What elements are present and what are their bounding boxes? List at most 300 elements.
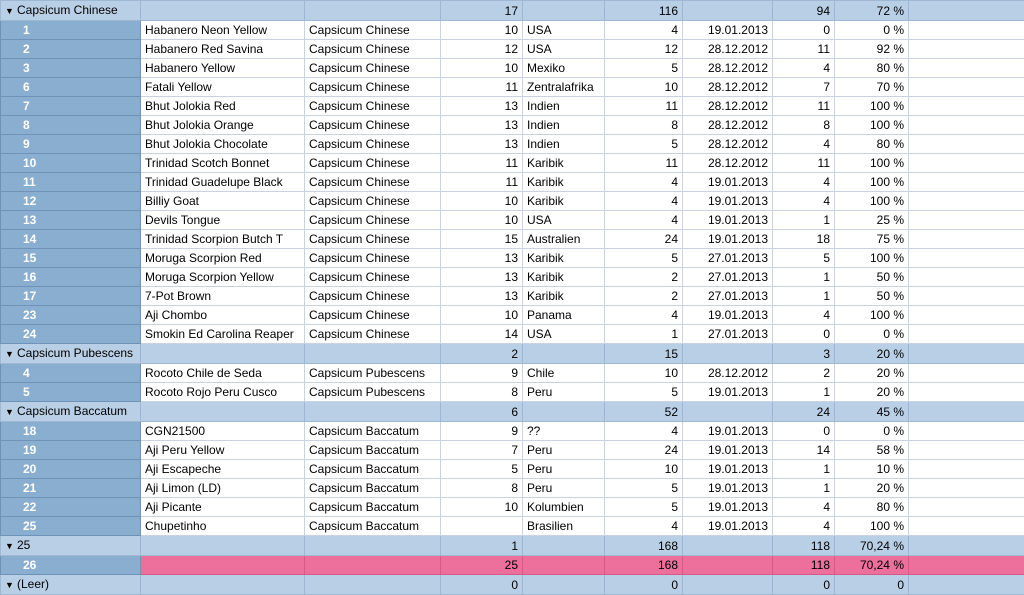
date-cell[interactable]: 27.01.2013 [683, 249, 773, 268]
row-id-cell[interactable]: 18 [1, 422, 141, 441]
germinated-cell[interactable]: 4 [773, 59, 835, 78]
species-cell[interactable]: Capsicum Chinese [305, 173, 441, 192]
date-cell[interactable]: 27.01.2013 [683, 268, 773, 287]
table-row[interactable] [1, 154, 1024, 173]
percent-cell[interactable]: 0 % [835, 325, 909, 344]
empty-cell[interactable] [909, 383, 1024, 402]
origin-cell[interactable]: USA [523, 325, 605, 344]
germinated-cell[interactable]: 1 [773, 287, 835, 306]
percent-cell[interactable]: 25 % [835, 211, 909, 230]
row-id-cell[interactable]: 15 [1, 249, 141, 268]
species-cell[interactable]: Capsicum Chinese [305, 306, 441, 325]
seeds-cell[interactable]: 10 [605, 460, 683, 479]
seeds-cell[interactable]: 4 [605, 173, 683, 192]
table-row[interactable] [1, 211, 1024, 230]
table-row[interactable] [1, 59, 1024, 78]
group-label-cell[interactable] [1, 402, 141, 422]
row-id-cell[interactable]: 4 [1, 364, 141, 383]
variety-name-cell[interactable]: Trinidad Scotch Bonnet [141, 154, 305, 173]
origin-cell[interactable]: Indien [523, 135, 605, 154]
percent-cell[interactable]: 50 % [835, 268, 909, 287]
germinated-cell[interactable]: 0 [773, 325, 835, 344]
species-cell[interactable]: Capsicum Chinese [305, 287, 441, 306]
empty-cell[interactable] [909, 78, 1024, 97]
variety-name-cell[interactable]: Bhut Jolokia Orange [141, 116, 305, 135]
seeds-cell[interactable]: 4 [605, 422, 683, 441]
empty-cell[interactable] [909, 97, 1024, 116]
count-cell[interactable]: 15 [441, 230, 523, 249]
group-header-row[interactable] [1, 344, 1024, 364]
species-cell[interactable]: Capsicum Baccatum [305, 441, 441, 460]
germinated-cell[interactable]: 5 [773, 249, 835, 268]
empty-cell[interactable] [909, 306, 1024, 325]
empty-cell[interactable] [523, 556, 605, 575]
species-cell[interactable]: Capsicum Baccatum [305, 498, 441, 517]
origin-cell[interactable]: USA [523, 211, 605, 230]
origin-cell[interactable]: Karibik [523, 173, 605, 192]
seeds-cell[interactable]: 5 [605, 59, 683, 78]
germinated-cell[interactable]: 118 [773, 556, 835, 575]
germinated-cell[interactable]: 2 [773, 364, 835, 383]
date-cell[interactable]: 19.01.2013 [683, 192, 773, 211]
empty-cell[interactable] [909, 479, 1024, 498]
variety-name-cell[interactable]: Aji Escapeche [141, 460, 305, 479]
date-cell[interactable]: 28.12.2012 [683, 97, 773, 116]
count-cell[interactable] [441, 517, 523, 536]
count-cell[interactable]: 10 [441, 59, 523, 78]
disclosure-triangle-icon[interactable]: ▼ [5, 403, 17, 421]
seeds-cell[interactable]: 4 [605, 192, 683, 211]
origin-cell[interactable]: Kolumbien [523, 498, 605, 517]
species-cell[interactable]: Capsicum Baccatum [305, 422, 441, 441]
species-cell[interactable]: Capsicum Chinese [305, 268, 441, 287]
row-id-cell[interactable]: 3 [1, 59, 141, 78]
count-cell[interactable]: 8 [441, 383, 523, 402]
table-row[interactable] [1, 116, 1024, 135]
seeds-cell[interactable]: 4 [605, 517, 683, 536]
percent-cell[interactable]: 10 % [835, 460, 909, 479]
table-row[interactable] [1, 287, 1024, 306]
germinated-cell[interactable]: 0 [773, 21, 835, 40]
count-cell[interactable]: 13 [441, 97, 523, 116]
empty-cell[interactable] [909, 325, 1024, 344]
table-row[interactable] [1, 173, 1024, 192]
count-cell[interactable]: 13 [441, 249, 523, 268]
germinated-cell[interactable]: 1 [773, 479, 835, 498]
variety-name-cell[interactable]: Moruga Scorpion Yellow [141, 268, 305, 287]
seeds-cell[interactable]: 5 [605, 135, 683, 154]
count-cell[interactable]: 9 [441, 422, 523, 441]
germinated-cell[interactable]: 1 [773, 268, 835, 287]
row-id-cell[interactable]: 11 [1, 173, 141, 192]
date-cell[interactable]: 19.01.2013 [683, 479, 773, 498]
germinated-cell[interactable]: 4 [773, 306, 835, 325]
table-row[interactable] [1, 479, 1024, 498]
variety-name-cell[interactable]: Aji Limon (LD) [141, 479, 305, 498]
date-cell[interactable]: 28.12.2012 [683, 40, 773, 59]
seeds-cell[interactable]: 24 [605, 230, 683, 249]
date-cell[interactable]: 19.01.2013 [683, 211, 773, 230]
table-row[interactable] [1, 441, 1024, 460]
group-sum-cell: 168 [605, 536, 683, 556]
row-id-cell[interactable]: 5 [1, 383, 141, 402]
empty-cell[interactable] [909, 498, 1024, 517]
row-id-cell[interactable]: 20 [1, 460, 141, 479]
variety-name-cell[interactable]: 7-Pot Brown [141, 287, 305, 306]
germinated-cell[interactable]: 4 [773, 173, 835, 192]
row-id-cell[interactable]: 25 [1, 517, 141, 536]
date-cell[interactable]: 19.01.2013 [683, 460, 773, 479]
variety-name-cell[interactable]: Habanero Neon Yellow [141, 21, 305, 40]
date-cell[interactable]: 28.12.2012 [683, 59, 773, 78]
origin-cell[interactable]: Australien [523, 230, 605, 249]
percent-cell[interactable]: 100 % [835, 173, 909, 192]
row-id-cell[interactable]: 16 [1, 268, 141, 287]
germinated-cell[interactable]: 11 [773, 154, 835, 173]
count-cell[interactable]: 25 [441, 556, 523, 575]
percent-cell[interactable]: 92 % [835, 40, 909, 59]
seeds-cell[interactable]: 2 [605, 287, 683, 306]
count-cell[interactable]: 13 [441, 268, 523, 287]
table-row[interactable] [1, 230, 1024, 249]
percent-cell[interactable]: 70 % [835, 78, 909, 97]
empty-cell[interactable] [909, 517, 1024, 536]
empty-cell[interactable] [909, 21, 1024, 40]
table-row[interactable] [1, 192, 1024, 211]
date-cell[interactable]: 19.01.2013 [683, 517, 773, 536]
species-cell[interactable]: Capsicum Chinese [305, 116, 441, 135]
empty-cell[interactable] [909, 173, 1024, 192]
variety-name-cell[interactable]: Billiy Goat [141, 192, 305, 211]
species-cell[interactable]: Capsicum Chinese [305, 40, 441, 59]
date-cell[interactable]: 19.01.2013 [683, 173, 773, 192]
row-id-cell[interactable]: 7 [1, 97, 141, 116]
date-cell[interactable]: 28.12.2012 [683, 78, 773, 97]
origin-cell[interactable]: Karibik [523, 154, 605, 173]
date-cell[interactable]: 27.01.2013 [683, 325, 773, 344]
empty-cell[interactable] [909, 59, 1024, 78]
species-cell[interactable]: Capsicum Pubescens [305, 364, 441, 383]
empty-cell[interactable] [909, 556, 1024, 575]
date-cell[interactable]: 19.01.2013 [683, 441, 773, 460]
row-id-cell[interactable]: 9 [1, 135, 141, 154]
empty-cell[interactable] [909, 441, 1024, 460]
variety-name-cell[interactable]: Trinidad Scorpion Butch T [141, 230, 305, 249]
table-row[interactable] [1, 498, 1024, 517]
germinated-cell[interactable]: 1 [773, 383, 835, 402]
empty-cell[interactable] [909, 230, 1024, 249]
row-id-cell[interactable]: 8 [1, 116, 141, 135]
variety-name-cell[interactable]: Habanero Red Savina [141, 40, 305, 59]
count-cell[interactable]: 12 [441, 40, 523, 59]
species-cell[interactable]: Capsicum Chinese [305, 97, 441, 116]
count-cell[interactable]: 13 [441, 287, 523, 306]
empty-cell[interactable] [909, 460, 1024, 479]
row-id-cell[interactable]: 10 [1, 154, 141, 173]
seeds-cell[interactable]: 168 [605, 556, 683, 575]
table-row[interactable] [1, 422, 1024, 441]
species-cell[interactable]: Capsicum Chinese [305, 21, 441, 40]
germinated-cell[interactable]: 14 [773, 441, 835, 460]
count-cell[interactable]: 10 [441, 21, 523, 40]
row-id-cell[interactable]: 23 [1, 306, 141, 325]
origin-cell[interactable]: USA [523, 40, 605, 59]
empty-cell[interactable] [909, 268, 1024, 287]
germinated-cell[interactable]: 18 [773, 230, 835, 249]
variety-name-cell[interactable]: Moruga Scorpion Red [141, 249, 305, 268]
count-cell[interactable]: 13 [441, 116, 523, 135]
empty-cell[interactable] [305, 556, 441, 575]
count-cell[interactable]: 7 [441, 441, 523, 460]
seeds-cell[interactable]: 10 [605, 78, 683, 97]
row-id-cell[interactable]: 26 [1, 556, 141, 575]
seeds-cell[interactable]: 12 [605, 40, 683, 59]
variety-name-cell[interactable]: Bhut Jolokia Red [141, 97, 305, 116]
date-cell[interactable]: 19.01.2013 [683, 21, 773, 40]
empty-cell[interactable] [141, 556, 305, 575]
date-cell[interactable]: 19.01.2013 [683, 230, 773, 249]
seeds-cell[interactable]: 5 [605, 498, 683, 517]
total-group-row[interactable] [1, 536, 1024, 556]
date-cell[interactable]: 28.12.2012 [683, 116, 773, 135]
germinated-cell[interactable]: 8 [773, 116, 835, 135]
variety-name-cell[interactable]: Chupetinho [141, 517, 305, 536]
origin-cell[interactable]: Peru [523, 383, 605, 402]
percent-cell[interactable]: 20 % [835, 479, 909, 498]
table-row[interactable] [1, 97, 1024, 116]
variety-name-cell[interactable]: Smokin Ed Carolina Reaper [141, 325, 305, 344]
percent-cell[interactable]: 100 % [835, 192, 909, 211]
seeds-cell[interactable]: 5 [605, 249, 683, 268]
disclosure-triangle-icon[interactable]: ▼ [5, 576, 17, 594]
table-row[interactable] [1, 517, 1024, 536]
table-row[interactable] [1, 460, 1024, 479]
seeds-cell[interactable]: 4 [605, 306, 683, 325]
percent-cell[interactable]: 50 % [835, 287, 909, 306]
origin-cell[interactable]: Mexiko [523, 59, 605, 78]
origin-cell[interactable]: Chile [523, 364, 605, 383]
count-cell[interactable]: 10 [441, 498, 523, 517]
empty-cell[interactable] [909, 116, 1024, 135]
species-cell[interactable]: Capsicum Chinese [305, 78, 441, 97]
count-cell[interactable]: 11 [441, 154, 523, 173]
empty-cell[interactable] [909, 211, 1024, 230]
count-cell[interactable]: 14 [441, 325, 523, 344]
empty-cell[interactable] [909, 287, 1024, 306]
table-row[interactable] [1, 78, 1024, 97]
empty-cell[interactable] [909, 249, 1024, 268]
table-row[interactable] [1, 249, 1024, 268]
origin-cell[interactable]: Panama [523, 306, 605, 325]
seeds-cell[interactable]: 5 [605, 479, 683, 498]
row-id-cell[interactable]: 19 [1, 441, 141, 460]
origin-cell[interactable]: USA [523, 21, 605, 40]
disclosure-triangle-icon[interactable]: ▼ [5, 537, 17, 555]
seeds-cell[interactable]: 1 [605, 325, 683, 344]
origin-cell[interactable]: ?? [523, 422, 605, 441]
species-cell[interactable]: Capsicum Chinese [305, 230, 441, 249]
table-row[interactable] [1, 306, 1024, 325]
count-cell[interactable]: 11 [441, 173, 523, 192]
row-id-cell[interactable]: 17 [1, 287, 141, 306]
date-cell[interactable]: 19.01.2013 [683, 383, 773, 402]
germinated-cell[interactable]: 11 [773, 40, 835, 59]
table-row[interactable] [1, 325, 1024, 344]
percent-cell[interactable]: 0 % [835, 21, 909, 40]
seeds-cell[interactable]: 8 [605, 116, 683, 135]
date-cell[interactable]: 19.01.2013 [683, 306, 773, 325]
origin-cell[interactable]: Peru [523, 441, 605, 460]
count-cell[interactable]: 10 [441, 306, 523, 325]
germinated-cell[interactable]: 4 [773, 517, 835, 536]
germinated-cell[interactable]: 1 [773, 460, 835, 479]
species-cell[interactable]: Capsicum Baccatum [305, 517, 441, 536]
date-cell[interactable]: 27.01.2013 [683, 287, 773, 306]
origin-cell[interactable]: Karibik [523, 249, 605, 268]
germinated-cell[interactable]: 4 [773, 498, 835, 517]
percent-cell[interactable]: 100 % [835, 306, 909, 325]
origin-cell[interactable]: Indien [523, 97, 605, 116]
group-header-row[interactable] [1, 402, 1024, 422]
germinated-cell[interactable]: 0 [773, 422, 835, 441]
percent-cell[interactable]: 100 % [835, 97, 909, 116]
empty-cell[interactable] [909, 192, 1024, 211]
row-id-cell[interactable]: 12 [1, 192, 141, 211]
disclosure-triangle-icon[interactable]: ▼ [5, 345, 17, 363]
variety-name-cell[interactable]: Fatali Yellow [141, 78, 305, 97]
seeds-cell[interactable]: 11 [605, 154, 683, 173]
species-cell[interactable]: Capsicum Baccatum [305, 479, 441, 498]
variety-name-cell[interactable]: Bhut Jolokia Chocolate [141, 135, 305, 154]
group-label-cell[interactable] [1, 1, 141, 21]
count-cell[interactable]: 8 [441, 479, 523, 498]
count-cell[interactable]: 13 [441, 135, 523, 154]
origin-cell[interactable]: Zentralafrika [523, 78, 605, 97]
percent-cell[interactable]: 80 % [835, 59, 909, 78]
species-cell[interactable]: Capsicum Baccatum [305, 460, 441, 479]
variety-name-cell[interactable]: Aji Peru Yellow [141, 441, 305, 460]
highlighted-summary-row[interactable] [1, 556, 1024, 575]
seeds-cell[interactable]: 5 [605, 383, 683, 402]
table-row[interactable] [1, 383, 1024, 402]
empty-cell[interactable] [909, 40, 1024, 59]
germinated-cell[interactable]: 11 [773, 97, 835, 116]
species-cell[interactable]: Capsicum Chinese [305, 59, 441, 78]
date-cell[interactable]: 19.01.2013 [683, 498, 773, 517]
table-row[interactable] [1, 40, 1024, 59]
table-row[interactable] [1, 135, 1024, 154]
count-cell[interactable]: 5 [441, 460, 523, 479]
percent-cell[interactable]: 20 % [835, 383, 909, 402]
percent-cell[interactable]: 80 % [835, 135, 909, 154]
row-id-cell[interactable]: 22 [1, 498, 141, 517]
percent-cell[interactable]: 100 % [835, 154, 909, 173]
row-id-cell[interactable]: 2 [1, 40, 141, 59]
seeds-cell[interactable]: 24 [605, 441, 683, 460]
row-id-cell[interactable]: 13 [1, 211, 141, 230]
percent-cell[interactable]: 58 % [835, 441, 909, 460]
variety-name-cell[interactable]: Aji Picante [141, 498, 305, 517]
date-cell[interactable]: 28.12.2012 [683, 364, 773, 383]
variety-name-cell[interactable]: Rocoto Rojo Peru Cusco [141, 383, 305, 402]
percent-cell[interactable]: 20 % [835, 364, 909, 383]
row-id-cell[interactable]: 6 [1, 78, 141, 97]
origin-cell[interactable]: Peru [523, 479, 605, 498]
variety-name-cell[interactable]: Trinidad Guadelupe Black [141, 173, 305, 192]
empty-cell[interactable] [909, 422, 1024, 441]
origin-cell[interactable]: Karibik [523, 192, 605, 211]
percent-cell[interactable]: 80 % [835, 498, 909, 517]
origin-cell[interactable]: Peru [523, 460, 605, 479]
germinated-cell[interactable]: 7 [773, 78, 835, 97]
percent-cell[interactable]: 100 % [835, 249, 909, 268]
empty-cell[interactable] [683, 556, 773, 575]
variety-name-cell[interactable]: CGN21500 [141, 422, 305, 441]
germinated-cell[interactable]: 4 [773, 192, 835, 211]
seeds-cell[interactable]: 11 [605, 97, 683, 116]
empty-cell[interactable] [909, 135, 1024, 154]
disclosure-triangle-icon[interactable]: ▼ [5, 2, 17, 20]
group-header-row[interactable] [1, 1, 1024, 21]
count-cell[interactable]: 9 [441, 364, 523, 383]
germinated-cell[interactable]: 1 [773, 211, 835, 230]
species-cell[interactable]: Capsicum Chinese [305, 211, 441, 230]
percent-cell[interactable]: 70,24 % [835, 556, 909, 575]
count-cell[interactable]: 11 [441, 78, 523, 97]
species-cell[interactable]: Capsicum Chinese [305, 154, 441, 173]
variety-name-cell[interactable]: Devils Tongue [141, 211, 305, 230]
percent-cell[interactable]: 0 % [835, 422, 909, 441]
row-id-cell[interactable]: 21 [1, 479, 141, 498]
origin-cell[interactable]: Indien [523, 116, 605, 135]
seeds-cell[interactable]: 10 [605, 364, 683, 383]
species-cell[interactable]: Capsicum Pubescens [305, 383, 441, 402]
percent-cell[interactable]: 75 % [835, 230, 909, 249]
seeds-cell[interactable]: 2 [605, 268, 683, 287]
species-cell[interactable]: Capsicum Chinese [305, 192, 441, 211]
count-cell[interactable]: 10 [441, 192, 523, 211]
species-cell[interactable]: Capsicum Chinese [305, 249, 441, 268]
percent-cell[interactable]: 100 % [835, 517, 909, 536]
table-row[interactable] [1, 364, 1024, 383]
variety-name-cell[interactable]: Habanero Yellow [141, 59, 305, 78]
seeds-cell[interactable]: 4 [605, 211, 683, 230]
table-row[interactable] [1, 21, 1024, 40]
row-id-cell[interactable]: 1 [1, 21, 141, 40]
germinated-cell[interactable]: 4 [773, 135, 835, 154]
origin-cell[interactable]: Karibik [523, 287, 605, 306]
species-cell[interactable]: Capsicum Chinese [305, 325, 441, 344]
group-label-cell[interactable] [1, 344, 141, 364]
species-cell[interactable]: Capsicum Chinese [305, 135, 441, 154]
percent-cell[interactable]: 100 % [835, 116, 909, 135]
count-cell[interactable]: 10 [441, 211, 523, 230]
date-cell[interactable]: 28.12.2012 [683, 154, 773, 173]
date-cell[interactable]: 28.12.2012 [683, 135, 773, 154]
group-label-cell[interactable] [1, 536, 141, 556]
origin-cell[interactable]: Brasilien [523, 517, 605, 536]
variety-name-cell[interactable]: Rocoto Chile de Seda [141, 364, 305, 383]
table-row[interactable] [1, 268, 1024, 287]
variety-name-cell[interactable]: Aji Chombo [141, 306, 305, 325]
row-id-cell[interactable]: 24 [1, 325, 141, 344]
seeds-cell[interactable]: 4 [605, 21, 683, 40]
empty-cell[interactable] [909, 364, 1024, 383]
date-cell[interactable]: 19.01.2013 [683, 422, 773, 441]
empty-cell[interactable] [909, 154, 1024, 173]
origin-cell[interactable]: Karibik [523, 268, 605, 287]
row-id-cell[interactable]: 14 [1, 230, 141, 249]
